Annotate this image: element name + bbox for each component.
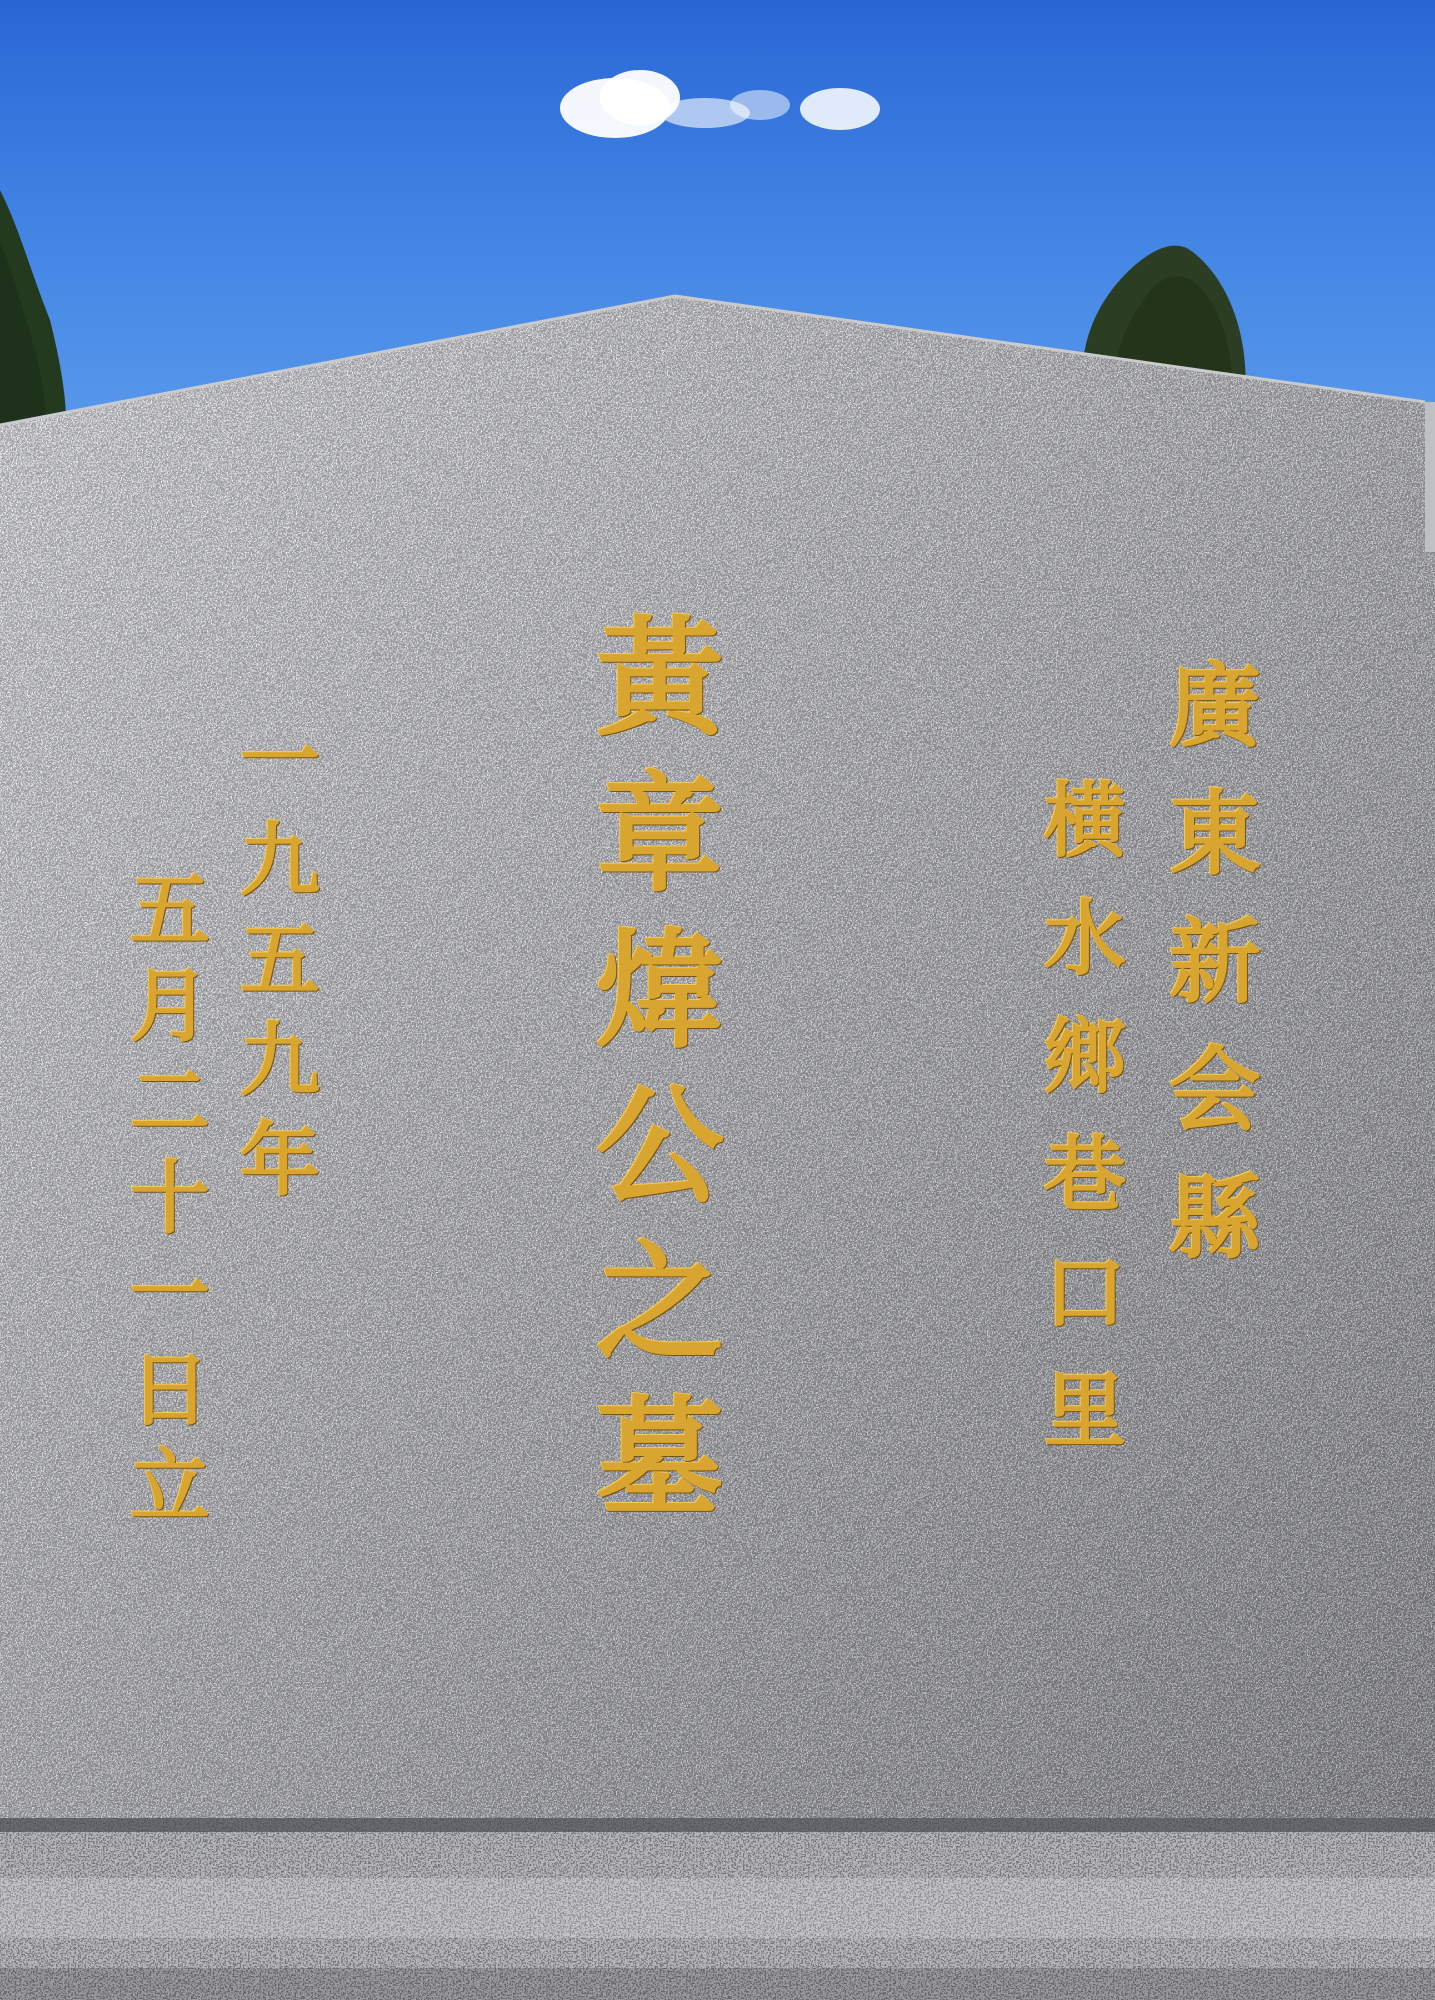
inscription-char: 巷 (1043, 1127, 1126, 1223)
inscription-center-column (585, 604, 735, 1551)
inscription-right-column-2 (1035, 773, 1135, 1488)
inscription-char: 横 (1043, 773, 1126, 869)
inscription-char: 日 (130, 1343, 210, 1437)
inscription-left-column-1 (230, 713, 330, 1220)
inscription-char: 黃 (595, 604, 724, 754)
inscription-char: 章 (595, 760, 724, 910)
inscription-char: 鄉 (1043, 1009, 1126, 1105)
inscription-char: 廣 (1168, 652, 1261, 760)
inscription-char: 之 (595, 1228, 724, 1378)
inscription-char: 公 (595, 1072, 724, 1222)
inscription-char: 新 (1168, 908, 1261, 1016)
inscription-char: 十 (130, 1151, 210, 1245)
inscription-char: 二 (130, 1055, 210, 1149)
inscription-char: 立 (130, 1439, 210, 1533)
inscription-right-column-1 (1160, 652, 1270, 1300)
inscription-left-column-2 (120, 863, 220, 1542)
inscription-char: 里 (1043, 1363, 1126, 1459)
inscription-char: 煒 (595, 916, 724, 1066)
inscription-char: 東 (1168, 780, 1261, 888)
inscription-char: 一 (130, 1247, 210, 1341)
inscription-char: 九 (240, 1013, 320, 1107)
inscription-char: 墓 (595, 1384, 724, 1534)
inscription-char: 縣 (1168, 1164, 1261, 1272)
headstone-base-ledge (0, 1818, 1435, 2000)
inscription-char: 月 (130, 959, 210, 1053)
inscription-char: 口 (1043, 1245, 1126, 1341)
inscription-char: 年 (240, 1113, 320, 1207)
inscription-char: 五 (130, 863, 210, 957)
inscription-char: 水 (1043, 891, 1126, 987)
inscription-char: 九 (240, 813, 320, 907)
inscription-char: 五 (240, 913, 320, 1007)
inscription-char: 会 (1168, 1036, 1261, 1144)
inscription-char: 一 (240, 713, 320, 807)
